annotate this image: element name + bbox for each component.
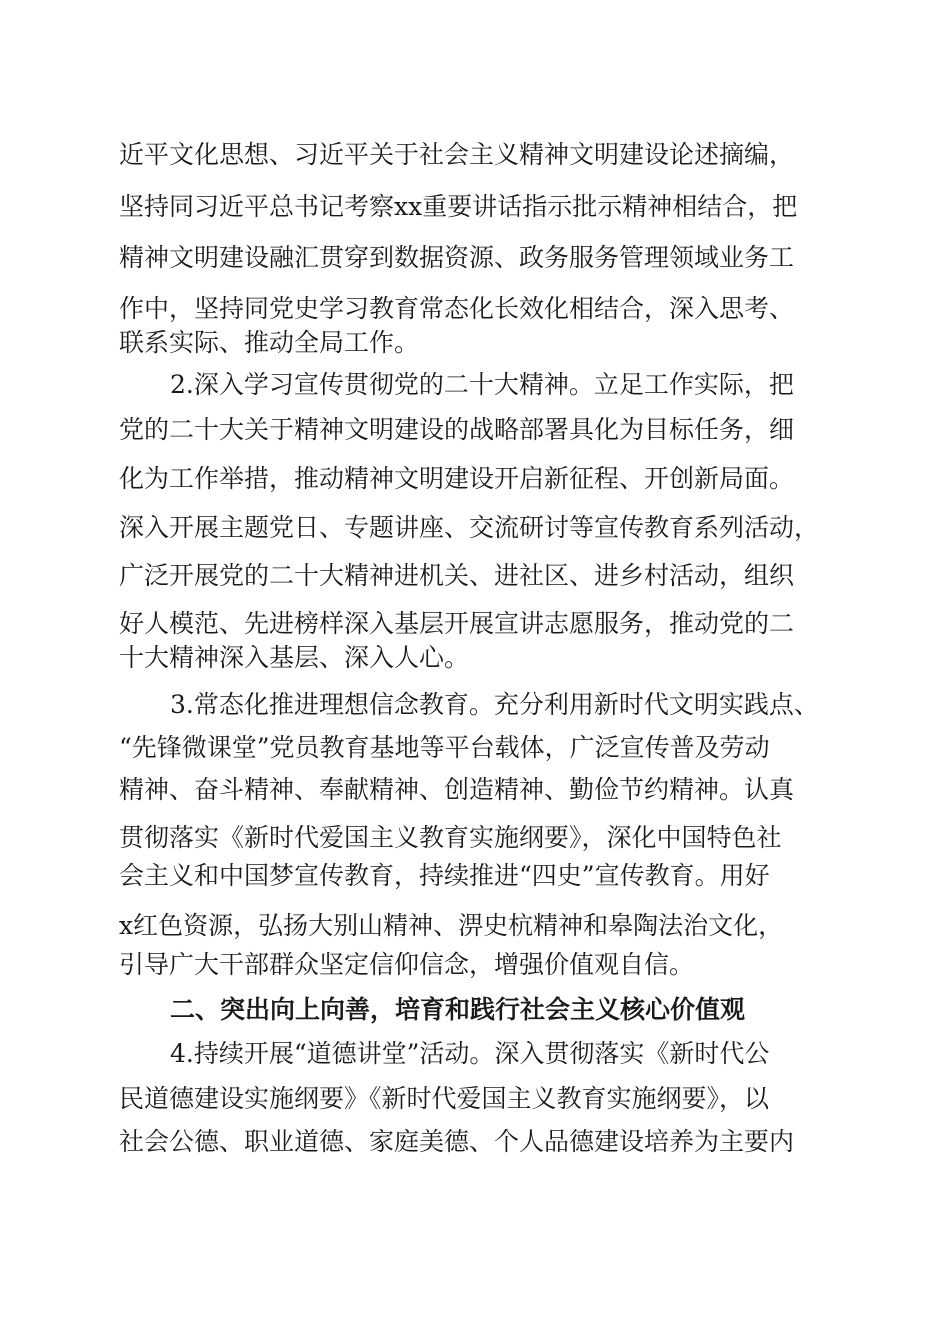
body-text-line: “先锋微课堂”党员教育基地等平台载体，广泛宣传普及劳动 [119, 733, 770, 762]
body-text-line: 会主义和中国梦宣传教育，持续推进“四史”宣传教育。用好 [119, 861, 770, 890]
body-text-line: 精神、奋斗精神、奉献精神、创造精神、勤俭节约精神。认真 [119, 775, 795, 804]
body-text-line: 社会公德、职业道德、家庭美德、个人品德建设培养为主要内 [119, 1127, 795, 1156]
body-text-line: 好人模范、先进榜样深入基层开展宣讲志愿服务，推动党的二 [119, 609, 795, 638]
body-text-line: 党的二十大关于精神文明建设的战略部署具化为目标任务，细 [119, 415, 795, 444]
body-text-line: 精神文明建设融汇贯穿到数据资源、政务服务管理领域业务工 [119, 243, 795, 272]
body-text-line: 近平文化思想、习近平关于社会主义精神文明建设论述摘编， [119, 140, 795, 169]
body-text-line: 贯彻落实《新时代爱国主义教育实施纲要》，深化中国特色社 [119, 823, 782, 852]
body-text-line: 作中，坚持同党史学习教育常态化长效化相结合，深入思考、 [119, 294, 795, 323]
paragraph-2-first-line: 2.深入学习宣传贯彻党的二十大精神。立足工作实际，把 [170, 370, 794, 399]
body-text-line: 化为工作举措，推动精神文明建设开启新征程、开创新局面。 [119, 464, 795, 493]
body-text-line: 民道德建设实施纲要》《新时代爱国主义教育实施纲要》，以 [119, 1084, 770, 1113]
body-text-line: 引导广大干部群众坚定信仰信念，增强价值观自信。 [119, 950, 695, 979]
body-text-line: 深入开展主题党日、专题讲座、交流研讨等宣传教育系列活动， [119, 513, 820, 542]
body-text-line: 广泛开展党的二十大精神进机关、进社区、进乡村活动，组织 [119, 561, 795, 590]
paragraph-4-first-line: 4.持续开展“道德讲堂”活动。深入贯彻落实《新时代公 [170, 1039, 770, 1068]
body-text-line: 十大精神深入基层、深入人心。 [119, 643, 470, 672]
body-text-line: x红色资源，弘扬大别山精神、淠史杭精神和皋陶法治文化， [119, 911, 784, 940]
paragraph-3-first-line: 3.常态化推进理想信念教育。充分利用新时代文明实践点、 [170, 690, 819, 719]
body-text-line: 坚持同习近平总书记考察xx重要讲话指示批示精神相结合，把 [119, 192, 798, 221]
section-heading: 二、突出向上向善，培育和践行社会主义核心价值观 [170, 995, 746, 1024]
body-text-line: 联系实际、推动全局工作。 [119, 328, 420, 357]
